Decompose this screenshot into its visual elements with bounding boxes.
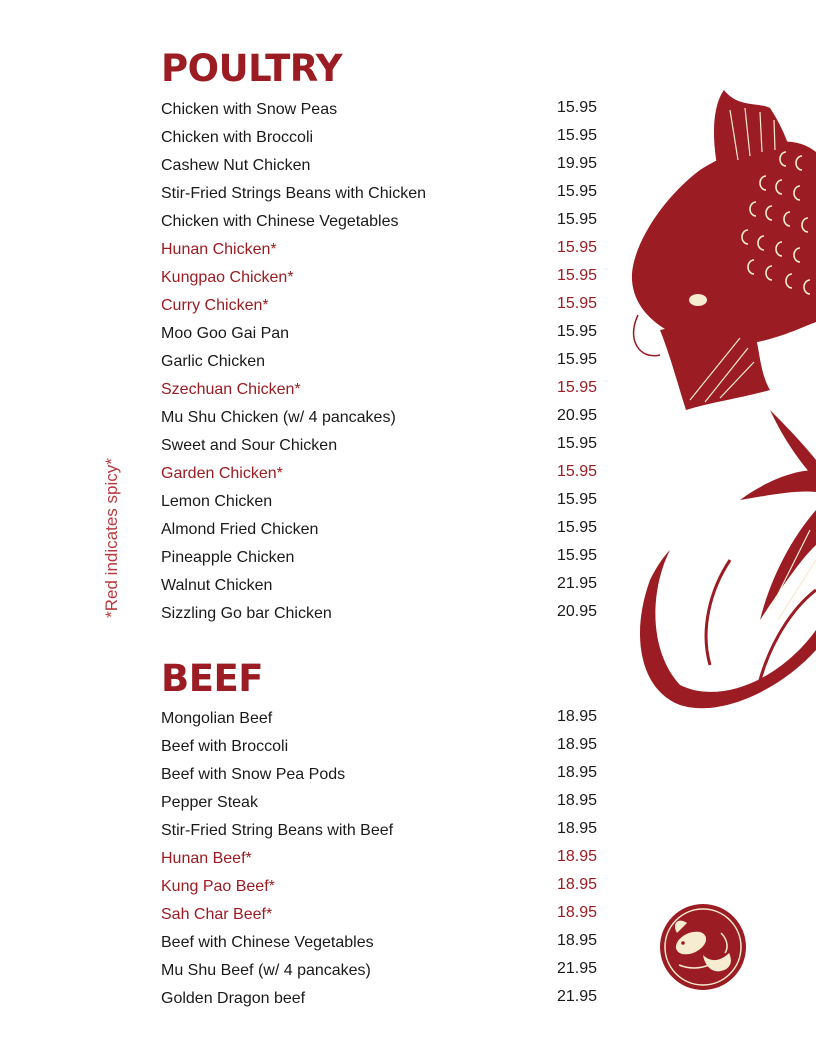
menu-item-price: 15.95 bbox=[557, 463, 598, 480]
menu-item-name: Walnut Chicken bbox=[161, 577, 273, 594]
menu-item bbox=[161, 436, 621, 464]
menu-item-name: Sah Char Beef* bbox=[161, 906, 273, 923]
menu-item bbox=[161, 905, 621, 933]
menu-item-price: 18.95 bbox=[557, 708, 598, 725]
menu-item-price: 18.95 bbox=[557, 820, 598, 837]
koi-logo-badge bbox=[659, 903, 747, 991]
menu-item bbox=[161, 961, 621, 989]
menu-item bbox=[161, 324, 621, 352]
menu-item-price: 20.95 bbox=[557, 603, 598, 620]
menu-item bbox=[161, 296, 621, 324]
menu-item-name: Sizzling Go bar Chicken bbox=[161, 605, 332, 622]
menu-item-price: 20.95 bbox=[557, 407, 598, 424]
menu-item-price: 15.95 bbox=[557, 547, 598, 564]
menu-item bbox=[161, 380, 621, 408]
menu-item-price: 18.95 bbox=[557, 876, 598, 893]
menu-item-price: 21.95 bbox=[557, 575, 598, 592]
menu-item-price: 15.95 bbox=[557, 351, 598, 368]
menu-item-name: Szechuan Chicken* bbox=[161, 381, 301, 398]
menu-item-price: 18.95 bbox=[557, 932, 598, 949]
menu-item-name: Beef with Snow Pea Pods bbox=[161, 766, 346, 783]
menu-item-name: Lemon Chicken bbox=[161, 493, 273, 510]
menu-item bbox=[161, 989, 621, 1017]
menu-item bbox=[161, 821, 621, 849]
menu-item-price: 15.95 bbox=[557, 239, 598, 256]
beef-menu-list bbox=[161, 709, 621, 1017]
menu-item bbox=[161, 128, 621, 156]
menu-item bbox=[161, 520, 621, 548]
menu-item-name: Golden Dragon beef bbox=[161, 990, 306, 1007]
menu-item-name: Mu Shu Chicken (w/ 4 pancakes) bbox=[161, 409, 396, 426]
menu-item-price: 18.95 bbox=[557, 904, 598, 921]
menu-item bbox=[161, 100, 621, 128]
menu-item-name: Chicken with Chinese Vegetables bbox=[161, 213, 399, 230]
menu-item-price: 15.95 bbox=[557, 127, 598, 144]
menu-item-name: Kungpao Chicken* bbox=[161, 269, 294, 286]
menu-item-name: Pineapple Chicken bbox=[161, 549, 295, 566]
koi-fish-illustration bbox=[620, 90, 816, 720]
menu-item-name: Hunan Chicken* bbox=[161, 241, 277, 258]
menu-item bbox=[161, 737, 621, 765]
menu-item-price: 15.95 bbox=[557, 491, 598, 508]
menu-item-name: Stir-Fried Strings Beans with Chicken bbox=[161, 185, 426, 202]
menu-item-price: 21.95 bbox=[557, 960, 598, 977]
menu-item-name: Almond Fried Chicken bbox=[161, 521, 319, 538]
menu-item-name: Hunan Beef* bbox=[161, 850, 252, 867]
menu-item-name: Kung Pao Beef* bbox=[161, 878, 275, 895]
menu-item-price: 15.95 bbox=[557, 267, 598, 284]
menu-item-name: Moo Goo Gai Pan bbox=[161, 325, 290, 342]
menu-item-price: 18.95 bbox=[557, 792, 598, 809]
menu-item-name: Curry Chicken* bbox=[161, 297, 269, 314]
menu-item bbox=[161, 793, 621, 821]
menu-item-price: 15.95 bbox=[557, 323, 598, 340]
menu-item-name: Pepper Steak bbox=[161, 794, 258, 811]
menu-item-name: Mongolian Beef bbox=[161, 710, 273, 727]
menu-item bbox=[161, 156, 621, 184]
menu-item-name: Chicken with Broccoli bbox=[161, 129, 314, 146]
menu-item-price: 15.95 bbox=[557, 211, 598, 228]
menu-item bbox=[161, 408, 621, 436]
menu-item-name: Beef with Chinese Vegetables bbox=[161, 934, 374, 951]
menu-item-name: Stir-Fried String Beans with Beef bbox=[161, 822, 394, 839]
menu-item-name: Garlic Chicken bbox=[161, 353, 266, 370]
menu-item-name: Cashew Nut Chicken bbox=[161, 157, 311, 174]
poultry-section-title: POULTRY bbox=[161, 47, 343, 90]
menu-item bbox=[161, 548, 621, 576]
menu-item bbox=[161, 877, 621, 905]
menu-item bbox=[161, 240, 621, 268]
menu-item bbox=[161, 464, 621, 492]
menu-item bbox=[161, 212, 621, 240]
menu-item bbox=[161, 765, 621, 793]
menu-item-price: 18.95 bbox=[557, 764, 598, 781]
menu-item-price: 19.95 bbox=[557, 155, 598, 172]
menu-item-price: 15.95 bbox=[557, 519, 598, 536]
menu-item-name: Garden Chicken* bbox=[161, 465, 283, 482]
menu-item-name: Mu Shu Beef (w/ 4 pancakes) bbox=[161, 962, 371, 979]
menu-item-price: 18.95 bbox=[557, 736, 598, 753]
menu-item-price: 15.95 bbox=[557, 379, 598, 396]
menu-item-price: 21.95 bbox=[557, 988, 598, 1005]
menu-item-price: 15.95 bbox=[557, 435, 598, 452]
menu-item bbox=[161, 849, 621, 877]
menu-item bbox=[161, 268, 621, 296]
menu-item bbox=[161, 709, 621, 737]
menu-item-price: 15.95 bbox=[557, 99, 598, 116]
menu-item-name: Chicken with Snow Peas bbox=[161, 101, 338, 118]
spicy-legend-note: *Red indicates spicy* bbox=[102, 458, 121, 618]
poultry-menu-list bbox=[161, 100, 621, 632]
menu-item-price: 15.95 bbox=[557, 183, 598, 200]
menu-item bbox=[161, 492, 621, 520]
menu-item bbox=[161, 604, 621, 632]
beef-section-title: BEEF bbox=[161, 657, 264, 700]
menu-item-price: 15.95 bbox=[557, 295, 598, 312]
menu-item-name: Beef with Broccoli bbox=[161, 738, 289, 755]
menu-item-price: 18.95 bbox=[557, 848, 598, 865]
menu-item bbox=[161, 576, 621, 604]
menu-item-name: Sweet and Sour Chicken bbox=[161, 437, 338, 454]
menu-item bbox=[161, 184, 621, 212]
menu-item bbox=[161, 933, 621, 961]
menu-item bbox=[161, 352, 621, 380]
